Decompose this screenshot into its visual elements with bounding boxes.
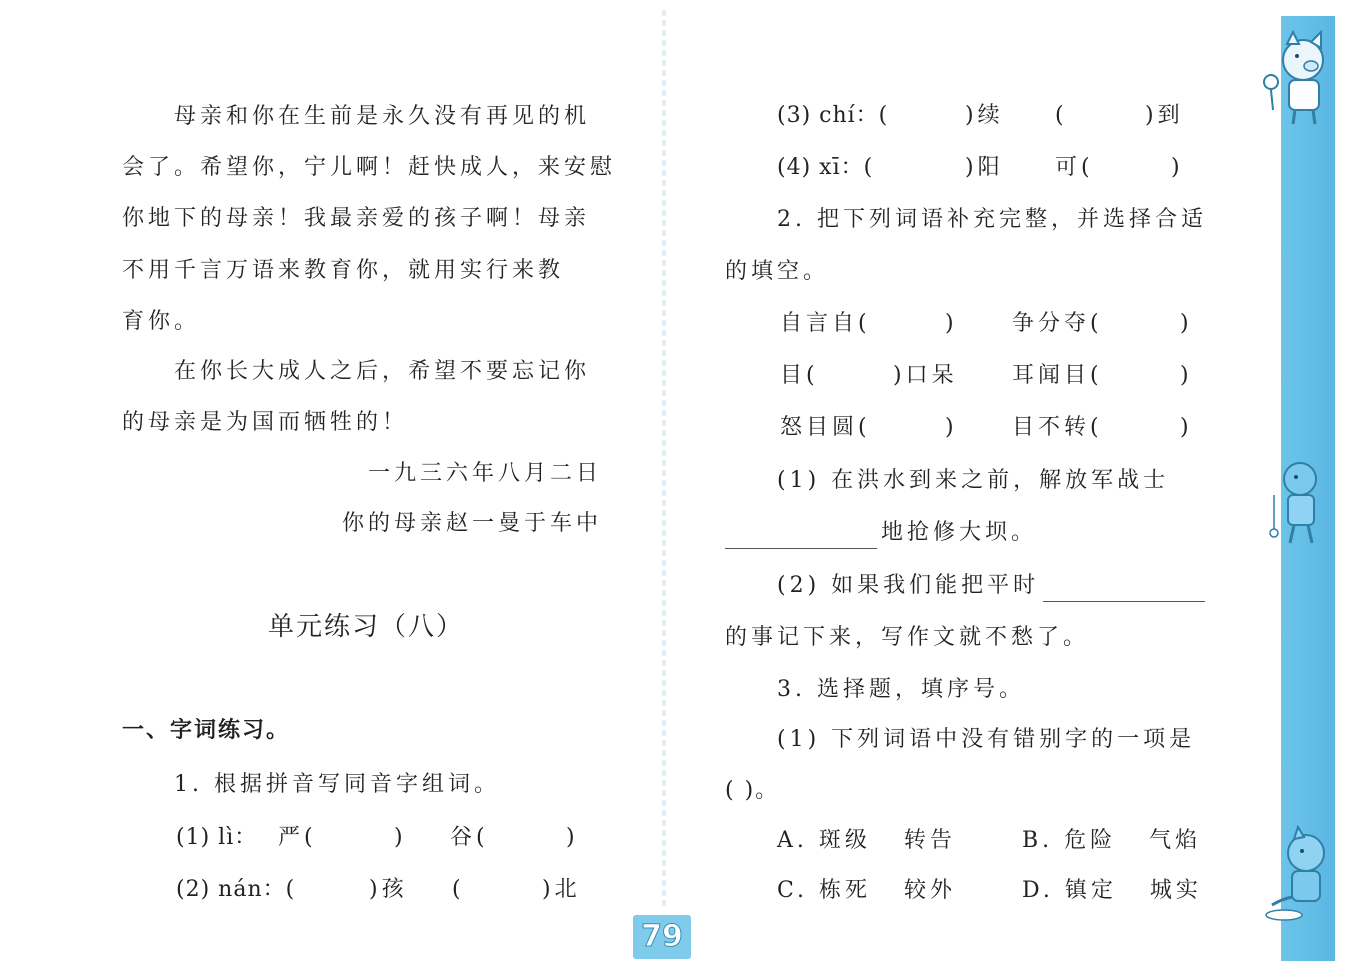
word-stem: 严( bbox=[278, 825, 317, 850]
answer-blank[interactable] bbox=[725, 547, 877, 549]
word-stem: )孩 bbox=[369, 877, 408, 902]
word-stem: 谷( bbox=[450, 825, 489, 850]
page-number: 79 bbox=[633, 915, 691, 959]
word-stem: )到 bbox=[1145, 103, 1184, 128]
word-stem: 可( bbox=[1055, 155, 1094, 180]
left-page bbox=[0, 0, 665, 976]
pig-mascot-illustration bbox=[1255, 30, 1337, 128]
option-a: A. 斑级 转告 bbox=[777, 828, 956, 853]
paren-close: ) bbox=[945, 311, 958, 336]
question-3-1: (1) 下列词语中没有错别字的一项是 bbox=[777, 727, 1196, 752]
unit-title: 单元练习（八） bbox=[268, 612, 465, 642]
idiom: )口呆 bbox=[893, 363, 958, 388]
paren-close: ) bbox=[566, 825, 579, 850]
word-stem: )北 bbox=[542, 877, 581, 902]
paren-close: ) bbox=[394, 825, 407, 850]
option-d: D. 镇定 城实 bbox=[1022, 878, 1202, 903]
letter-line: 的母亲是为国而牺牲的！ bbox=[122, 410, 409, 435]
question-num: (2) nán：( bbox=[176, 877, 296, 902]
word-stem: )续 bbox=[965, 103, 1004, 128]
right-page bbox=[665, 0, 1350, 976]
question-2-cont: 的填空。 bbox=[725, 259, 830, 284]
question-2-1: (1) 在洪水到来之前，解放军战士 bbox=[777, 468, 1170, 493]
question-1: 1. 根据拼音写同音字组词。 bbox=[174, 772, 500, 797]
paren-open: ( bbox=[1055, 103, 1068, 128]
question-num: (4) xī：( bbox=[777, 155, 874, 180]
yoyo-mascot-illustration bbox=[1262, 455, 1324, 550]
question-2-2: (2) 如果我们能把平时 bbox=[777, 573, 1040, 598]
option-b: B. 危险 气焰 bbox=[1022, 828, 1202, 853]
letter-line: 你地下的母亲！我最亲爱的孩子啊！母亲 bbox=[122, 206, 591, 231]
idiom: 自言自( bbox=[780, 311, 871, 336]
letter-line: 会了。希望你，宁儿啊！赶快成人，来安慰 bbox=[122, 155, 617, 180]
question-2: 2. 把下列词语补充完整，并选择合适 bbox=[777, 207, 1207, 232]
question-3-1-cont: ( )。 bbox=[725, 778, 780, 803]
question-3: 3. 选择题，填序号。 bbox=[777, 677, 1025, 702]
paren-close: ) bbox=[1171, 155, 1184, 180]
idiom: 耳闻目( bbox=[1012, 363, 1103, 388]
wolf-mascot-illustration bbox=[1262, 825, 1338, 925]
question-2-2-cont: 的事记下来，写作文就不愁了。 bbox=[725, 625, 1090, 650]
option-c: C. 栋死 较外 bbox=[777, 878, 957, 903]
letter-line: 育你。 bbox=[122, 309, 201, 334]
letter-line: 在你长大成人之后，希望不要忘记你 bbox=[174, 359, 591, 384]
letter-date: 一九三六年八月二日 bbox=[368, 461, 603, 486]
letter-line: 母亲和你在生前是永久没有再见的机 bbox=[174, 104, 591, 129]
letter-line: 不用千言万语来教育你，就用实行来教 bbox=[122, 258, 565, 283]
idiom: 怒目圆( bbox=[780, 415, 871, 440]
section-heading: 一、字词练习。 bbox=[122, 718, 291, 743]
question-2-1-cont: 地抢修大坝。 bbox=[881, 520, 1038, 545]
answer-blank[interactable] bbox=[1043, 600, 1205, 602]
idiom: 争分夺( bbox=[1012, 311, 1103, 336]
idiom: 目不转( bbox=[1012, 415, 1103, 440]
paren-close: ) bbox=[1180, 415, 1193, 440]
question-num: (1) lì： bbox=[176, 825, 258, 850]
paren-open: ( bbox=[452, 877, 465, 902]
question-num: (3) chí：( bbox=[777, 103, 889, 128]
paren-close: ) bbox=[945, 415, 958, 440]
idiom: 目( bbox=[780, 363, 819, 388]
letter-signature: 你的母亲赵一曼于车中 bbox=[342, 511, 603, 536]
paren-close: ) bbox=[1180, 363, 1193, 388]
paren-close: ) bbox=[1180, 311, 1193, 336]
word-stem: )阳 bbox=[965, 155, 1004, 180]
